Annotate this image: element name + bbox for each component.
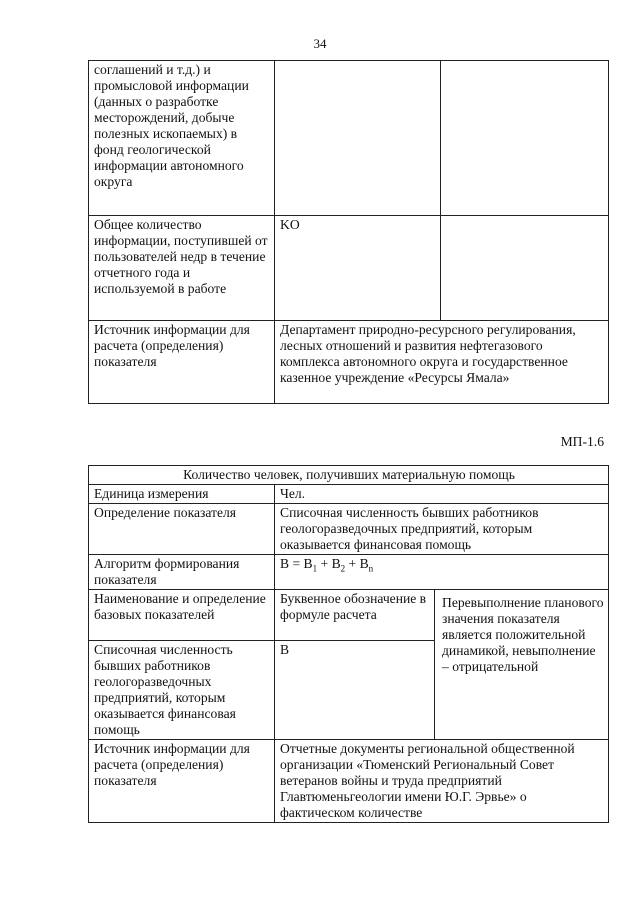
total-info-label-cell (89, 216, 275, 321)
headcount-symbol-cell (275, 641, 435, 740)
algorithm-label-cell (89, 555, 275, 590)
source-label: Источник информации для расчета (определения) показателя (94, 741, 250, 788)
page-number: 34 (313, 36, 327, 51)
table-row (89, 321, 609, 404)
indicator-title-cell (89, 466, 609, 485)
source-value: Отчетные документы региональной общественной организации «Тюменский Региональный Совет ветеранов войны и труда предприятий Главтюменьгеологии имени Ю.Г. Эрвье» о фактическом количестве (280, 741, 575, 820)
indicator-table (88, 465, 609, 823)
empty-cell (441, 61, 609, 216)
headcount-symbol: B (280, 642, 290, 657)
table-row (89, 216, 609, 321)
source-value-cell (275, 740, 609, 823)
base-indicators-label-cell (89, 590, 275, 641)
total-info-symbol: KO (280, 217, 300, 232)
headcount-label-cell (89, 641, 275, 740)
agreements-info-text: соглашений и т.д.) и промысловой информации (данных о разработке месторождений, добыче полезных ископаемых) в фонд геологической информации автономного округа (94, 62, 249, 189)
definition-label-cell (89, 504, 275, 555)
algorithm-label: Алгоритм формирования показателя (94, 556, 240, 587)
unit-value-cell (275, 485, 609, 504)
source-value: Департамент природно-ресурсного регулирования, лесных отношений и развития нефтегазового комплекса автономного округа и государственное казенное учреждение «Ресурсы Ямала» (280, 322, 576, 385)
definition-value-cell (275, 504, 609, 555)
indicator-table-continued (88, 60, 609, 404)
indicator-title: Количество человек, получивших материальную помощь (183, 467, 515, 482)
unit-label-cell (89, 485, 275, 504)
source-label-cell (89, 740, 275, 823)
source-label: Источник информации для расчета (определения) показателя (94, 322, 250, 369)
source-label-cell (89, 321, 275, 404)
total-info-label: Общее количество информации, поступившей от пользователей недр в течение отчетного года и используемой в работе (94, 217, 268, 296)
base-indicators-label: Наименование и определение базовых показателей (94, 591, 266, 622)
letter-designation-cell (275, 590, 435, 641)
table-row (89, 555, 609, 590)
definition-value: Списочная численность бывших работников геологоразведочных предприятий, которым оказывается финансовая помощь (280, 505, 539, 552)
unit-value: Чел. (280, 486, 306, 501)
formula: $B = B_1 + B_2 + B_n$ (280, 556, 374, 574)
table-row (89, 485, 609, 504)
headcount-label: Списочная численность бывших работников геологоразведочных предприятий, которым оказывается финансовая помощь (94, 642, 236, 737)
letter-designation-label: Буквенное обозначение в формуле расчета (280, 591, 427, 622)
table-row (89, 61, 609, 216)
table-row (89, 590, 609, 641)
total-info-symbol-cell (275, 216, 441, 321)
section-code: МП-1.6 (560, 434, 604, 449)
definition-label: Определение показателя (94, 505, 237, 520)
source-value-cell (275, 321, 609, 404)
formula-cell (275, 555, 609, 590)
dynamics-note-cell (435, 590, 609, 740)
table-row (89, 740, 609, 823)
dynamics-note: Перевыполнение планового значения показателя является положительной динамикой, невыполнение – отрицательной (442, 595, 604, 674)
table-row (89, 504, 609, 555)
empty-cell (275, 61, 441, 216)
table-row (89, 466, 609, 485)
empty-cell (441, 216, 609, 321)
unit-label: Единица измерения (94, 486, 209, 501)
agreements-info-cell (89, 61, 275, 216)
